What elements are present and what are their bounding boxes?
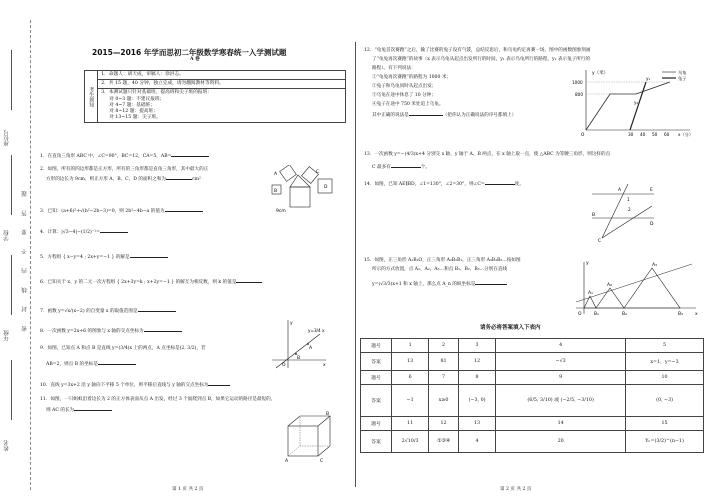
note-1: 1．命题人：胡天成，审稿人：徐洪志。 [98,71,346,80]
question-12-opt-1: ①“龟兔再次赛跑”的路程为 1000 米； [372,75,452,80]
question-12-opt-3: ③乌龟在途中休息了 10 分钟； [372,93,436,98]
question-12-opt-2: ②兔子和乌龟同时从起点出发； [372,84,437,89]
note-2: 2．共 15 题，40 分钟，独立完成，请勿翻阅教材等资料。 [98,80,346,89]
exam-title: 2015—2016 年学而思初二年级数学寒春统一入学测试题 [92,48,287,57]
table-cell: (6/5, 3/10) 或 (−2/5, −3/10) [496,385,626,417]
table-cell: −√3 [496,353,626,371]
table-cell: 7 [429,371,459,385]
question-13-line-1: 13．一次函数 y=−(4/3)x+4 分别交 x 轴、y 轴于 A、B 两点，在 x 轴上取一点，使 △ABC 为等腰三角形，则这样的点 [364,152,611,157]
table-cell: −1 [392,385,429,417]
question-13-line-2: C 最多有 个。 [372,165,430,170]
fig12-ytick-1000: 1000 [572,80,583,85]
fig11-label-a: A [285,459,289,464]
rabbit-series [630,82,646,130]
table-cell: (0, −3) [626,385,704,417]
fig2-label-b: B [274,189,278,194]
table-cell: 题号 [361,371,392,385]
fig9-label-x: x [323,363,326,368]
answer-row-header-2 [361,371,704,385]
figure-q14-parallel-lines [588,180,658,242]
answer-section-title: 请务必将答案填入下表内 [480,325,541,331]
fig12-ylabel: y（米） [592,71,609,76]
question-12-line-2: 了“龟兔再次赛跑”的故事（x 表示乌龟从起点出发所行的时间，y₁ 表示乌龟所行的路程，y₂ 表示兔子所行的 [372,57,591,62]
footer-right: 第 2 页 共 2 页 [500,487,532,492]
figure-q12-race-chart [572,66,702,138]
fig15-label-a3: A₃ [652,263,657,268]
question-10: 10．直线 y=3x+2 沿 y 轴向下平移 5 个单位，则平移后直线与 y 轴的交点坐标为 [40,381,330,389]
table-cell: 题号 [361,417,392,431]
seat-label: 座位号 [4,130,10,147]
fig2-label-c: C [316,170,320,175]
table-cell: 81 [429,353,459,371]
notes-table [84,70,346,123]
seal-line [30,20,31,490]
answer-table [360,338,704,453]
question-12-opt-4: ④兔子在途中 750 米处追上乌龟。 [372,102,444,107]
question-15-line-2: 所示的方式放置，点 A₁、A₂、A₃…和点 B₁、B₂、B₃…分别在直线 [372,267,508,272]
question-2-line-1: 2．如图，所有的四边形都是正方形，所有的三角形都是直角三角形，其中最大的正 [40,167,209,172]
fig14-label-c: C [598,239,602,242]
question-1: 1．在直角三角形 ABC 中，∠C=90°，BC=12，CA=5，AB= [40,152,330,160]
table-cell: 13 [458,417,495,431]
school-label: 学校 [4,230,10,241]
page-divider [355,42,356,487]
table-cell: 6 [392,371,429,385]
table-cell: 5 [626,339,704,353]
table-cell: 2 [429,339,459,353]
notes-label: 考生须知 [85,71,98,123]
fig15-label-o: O [578,312,582,317]
fig12-series-y1: y₁ [646,76,651,81]
figure-q11-cube [284,410,334,466]
fig12-xtick-30: 30 [628,132,634,137]
question-7: 7．函数 y=√x/(x−2) 的自变量 x 的取值范围是 [40,307,330,315]
fig11-label-b: B [326,412,330,417]
fig9-label-a: A [309,346,313,351]
table-cell: 3 [458,339,495,353]
school-line [11,155,12,215]
fig14-label-2: 2 [628,207,631,212]
footer-left: 第 1 页 共 2 页 [172,487,204,492]
grade-label: 年级 [4,330,10,341]
answer-row-header-3 [361,417,704,431]
fig12-xtick-40: 40 [640,132,646,137]
question-3: 3．已知：(a+6)²+√(b²−2b−3)=0，则 2b²−4b−a 的值为 [40,207,280,215]
fig12-xtick-50: 50 [652,132,658,137]
figure-q2-squares [268,165,340,223]
table-cell: 答案 [361,431,392,453]
table-cell: 15 [626,417,704,431]
fig15-label-a1: A₁ [588,291,593,296]
question-15-line-1: 15．如图，正三角形 A₁B₁O，正三角形 A₂B₂B₁，正三角形 A₃B₃B₂…按如图 [364,258,521,263]
table-cell: 20 [496,431,626,453]
fig9-label-y: y [290,321,293,326]
fig11-label-c: C [320,459,324,464]
fig14-label-a: A [618,188,622,193]
fig12-xtick-o: O [581,132,585,137]
fig14-label-d: D [650,222,654,227]
question-15-line-3: y=(√3/3)x+1 和 x 轴上，那么点 A_n 的纵坐标是 [372,280,592,288]
note-3: 3．本测试题只针对基础班，提高班和尖子班的报班： 对 0~3 题：不建议报班； 对 4~7 题：基础班； 对 8~12 题：提高班； 对 13~15 题：尖子班。 [98,89,346,123]
question-9-line-2: AB=2，则点 B 的坐标是 [46,360,271,368]
answer-row-values-2 [361,385,704,417]
fig15-label-y: y [586,261,589,266]
table-cell: 11 [392,417,429,431]
fig9-line-label: y=3/4 x [308,328,325,333]
seal-text: 密 封 线 内 不 要 答 题 [22,185,28,332]
table-cell: 4 [458,431,495,453]
fig14-label-e: E [650,188,653,193]
fig12-legend-turtle: 乌龟 [678,70,687,75]
name-label: 姓名 [4,440,10,451]
turtle-series [586,82,670,130]
table-cell: x=1，y=−3 [626,353,704,371]
figure-q15-triangles [572,258,702,318]
fig12-ytick-800: 800 [575,92,583,97]
table-cell: x≥0 [429,385,459,417]
question-11-line-2: 则 AC 的长为 [46,406,336,414]
question-12-answer: 其中正确的说法是 （把你认为正确说法的序号都填上） [372,113,517,118]
question-9-line-1: 9．如图，已知点 A 和点 B 是直线 y=(3/4)x 上的两点，A 点坐标是(2, 3/2)，若 [40,346,206,351]
fig12-xlabel: x（分） [678,132,694,137]
table-cell: 答案 [361,353,392,371]
fig2-label-d: D [324,185,328,190]
fig15-label-x: x [695,312,698,317]
table-cell: 答案 [361,385,392,417]
question-2-line-2: 方形的边长为 9cm，则正方形 A、B、C、D 的面积之和为 cm² [46,177,201,182]
answer-row-values-3 [361,431,704,453]
table-cell: 12 [429,417,459,431]
fig12-xtick-60: 60 [664,132,670,137]
paper-label: A 卷 [190,57,200,62]
fig2-unit: 9cm [276,209,286,214]
fig12-series-y2: y₂ [634,100,639,105]
fig2-label-a: A [274,172,278,177]
table-cell: (−3, 0) [458,385,495,417]
question-11-line-1: 11．如图，一只蚂蚁沿着边长为 2 的正方体表面从点 A 出发，经过 3 个面爬到点 B，如果它运动的路径是最短的， [40,397,276,402]
table-cell: Yₙ=(3/2)^(n−1) [626,431,704,453]
table-cell: 4 [496,339,626,353]
fig15-label-b1: B₁ [594,312,599,317]
table-cell: 9 [496,371,626,385]
fig15-label-b3: B₃ [678,312,683,317]
fig14-label-1: 1 [627,197,630,202]
answer-row-header-1 [361,339,704,353]
table-cell: 10 [626,371,704,385]
question-12-line-3: 路程）。有下列说法： [372,66,416,71]
question-5: 5．方程组 { x−y=4 ; 2x+y=−1 } 的解是 [40,253,330,261]
fig12-legend-rabbit: 兔子 [678,76,687,81]
seat-line [11,50,12,110]
table-cell: ①③④ [429,431,459,453]
fig14-label-b: B [592,213,596,218]
table-cell: 题号 [361,339,392,353]
question-12-line-1: 12．“龟兔首次赛跑”之后，输了比赛的兔子没有气馁，总结反思后，和乌龟约定再赛一场。图中的函数图象刻画 [364,48,591,53]
question-4: 4．计算：|√3−4|−(1/2)⁻¹= [40,228,330,236]
name-line [11,360,12,420]
table-cell: 13 [392,353,429,371]
fig15-label-a2: A₂ [607,283,612,288]
fig9-label-o: O [282,363,286,368]
question-8: 8．一次函数 y=2x+6 的图象与 x 轴的交点坐标为 [40,327,270,335]
table-cell: 2√10/3 [392,431,429,453]
table-cell: 1 [392,339,429,353]
table-cell: 8 [458,371,495,385]
question-6: 6．已知关于 x、y 的二元一次方程组 { 2x+3y=k ; x+2y=−1 } 的解互为相反数，则 k 的值是 [40,278,330,286]
grade-line [11,255,12,315]
fig9-label-b: B [297,356,301,361]
question-14: 14．如图，已知 AE∥BD，∠1=130°，∠2=30°，则∠C= 度。 [364,182,524,187]
table-cell: 12 [458,353,495,371]
table-cell: 14 [496,417,626,431]
figure-q9-line [268,318,328,370]
fig15-label-b2: B₂ [622,312,627,317]
answer-row-values-1 [361,353,704,371]
